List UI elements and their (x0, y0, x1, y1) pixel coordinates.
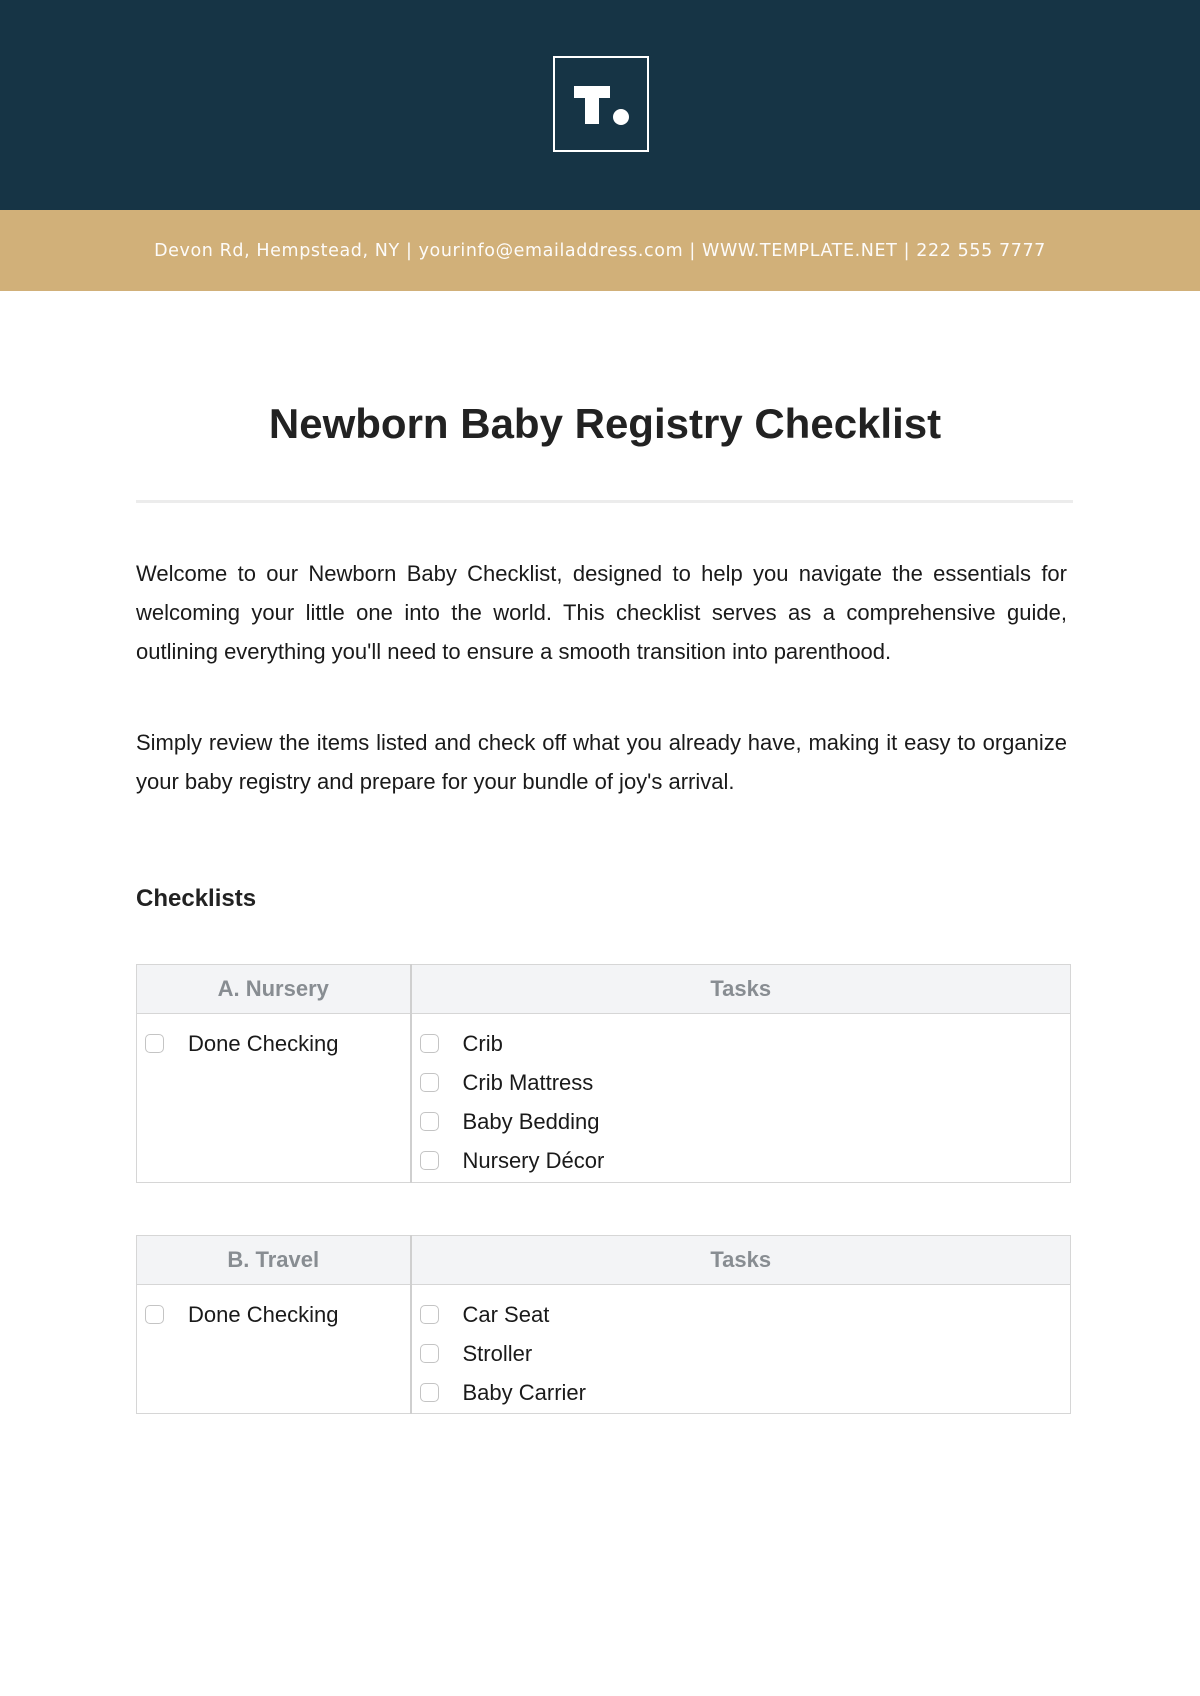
logo-t-icon (555, 58, 647, 150)
task-checkbox[interactable] (420, 1383, 439, 1402)
task-checkbox[interactable] (420, 1344, 439, 1363)
task-checkbox[interactable] (420, 1112, 439, 1131)
done-checkbox[interactable] (145, 1034, 164, 1053)
category-header: B. Travel (137, 1236, 411, 1285)
task-label: Car Seat (462, 1301, 550, 1327)
intro-paragraph: Welcome to our Newborn Baby Checklist, designed to help you navigate the essentials for welcoming your little one into the world. This checklist serves as a comprehensive guide, outlining everything you'll need to ensure a smooth transition into parenthood. (136, 561, 1067, 664)
task-item (412, 1295, 1071, 1334)
tasks-cell (411, 1285, 1071, 1414)
task-checkbox[interactable] (420, 1034, 439, 1053)
task-checkbox[interactable] (420, 1305, 439, 1324)
done-checking-item (137, 1295, 410, 1334)
task-label: Crib (462, 1030, 503, 1056)
task-label: Crib Mattress (462, 1069, 594, 1095)
page-title: Newborn Baby Registry Checklist (268, 400, 942, 447)
tasks-header: Tasks (411, 1236, 1071, 1285)
contact-band (0, 210, 1200, 291)
logo (553, 56, 649, 152)
done-cell (137, 1285, 411, 1414)
header-band (0, 0, 1200, 210)
task-label: Stroller (462, 1340, 533, 1366)
contact-info: Devon Rd, Hempstead, NY | yourinfo@emailaddress.com | WWW.TEMPLATE.NET | 222 555 7777 (154, 240, 1046, 261)
task-item (412, 1063, 1071, 1102)
done-cell (137, 1014, 411, 1183)
task-item (412, 1141, 1071, 1180)
task-checkbox[interactable] (420, 1073, 439, 1092)
task-item (412, 1102, 1071, 1141)
task-label: Baby Bedding (462, 1108, 600, 1134)
task-checkbox[interactable] (420, 1151, 439, 1170)
done-checking-item (137, 1024, 410, 1063)
task-item (412, 1373, 1071, 1412)
task-item (412, 1334, 1071, 1373)
checklist-table-nursery (136, 964, 1071, 1183)
tasks-cell (411, 1014, 1071, 1183)
instructions-paragraph: Simply review the items listed and check off what you already have, making it easy to organize your baby registry and prepare for your bundle of joy's arrival. (136, 730, 1067, 794)
task-label: Nursery Décor (462, 1147, 605, 1173)
checklist-table-travel (136, 1235, 1071, 1414)
done-label: Done Checking (188, 1301, 339, 1327)
tasks-header: Tasks (411, 965, 1071, 1014)
title-divider (136, 500, 1073, 503)
category-header: A. Nursery (137, 965, 411, 1014)
section-heading: Checklists (136, 885, 257, 912)
task-label: Baby Carrier (462, 1379, 586, 1405)
done-label: Done Checking (188, 1030, 339, 1056)
task-item (412, 1024, 1071, 1063)
done-checkbox[interactable] (145, 1305, 164, 1324)
